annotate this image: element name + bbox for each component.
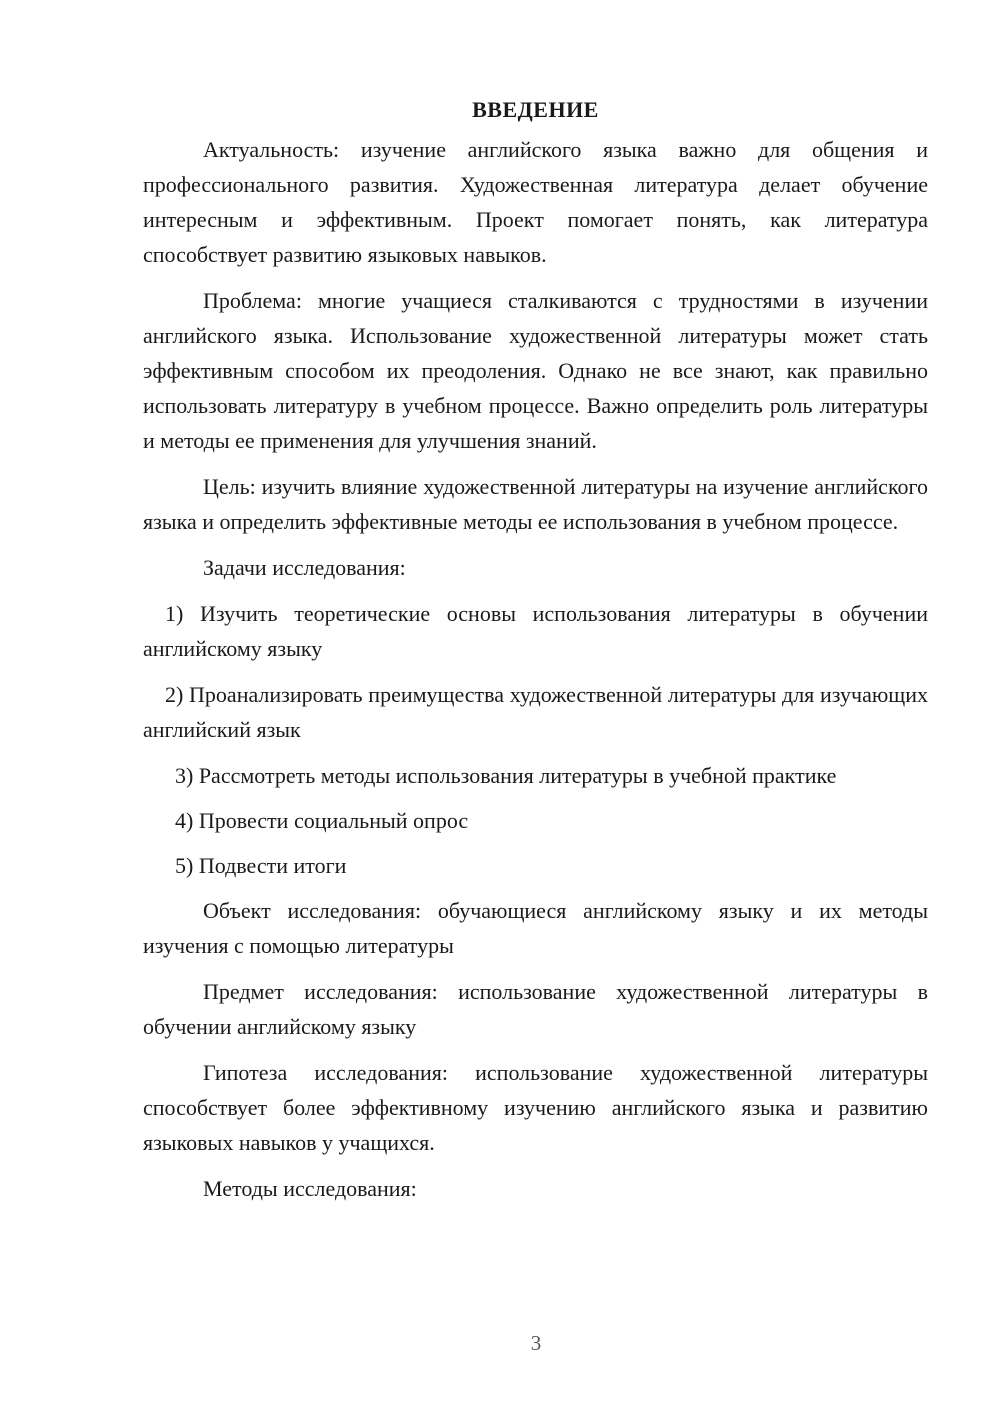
task-item-3: 3) Рассмотреть методы использования литературы в учебной практике (175, 763, 837, 788)
hypothesis-paragraph: Гипотеза исследования: использование художественной литературы способствует более эффективному изучению английского языка и развитию языковых навыков у учащихся. (143, 1060, 928, 1155)
document-page (143, 92, 928, 1217)
task-item-5: 5) Подвести итоги (175, 853, 347, 878)
relevance-paragraph: Актуальность: изучение английского языка важно для общения и профессионального развития. Художественная литература делает обучение интересным и эффективным. Проект помогает понять, как литература способствует развитию языковых навыков. (143, 137, 928, 267)
task-item-4: 4) Провести социальный опрос (175, 808, 469, 833)
object-paragraph: Объект исследования: обучающиеся английскому языку и их методы изучения с помощью литературы (143, 898, 928, 958)
tasks-heading: Задачи исследования: (203, 555, 406, 580)
goal-paragraph: Цель: изучить влияние художественной литературы на изучение английского языка и определить эффективные методы ее использования в учебном процессе. (143, 474, 928, 534)
page-title: ВВЕДЕНИЕ (472, 97, 599, 122)
page-number: 3 (530, 1331, 542, 1355)
task-item-1: 1) Изучить теоретические основы использования литературы в обучении английскому языку (143, 601, 928, 661)
task-item-2: 2) Проанализировать преимущества художественной литературы для изучающих английский язык (143, 682, 928, 742)
methods-heading: Методы исследования: (203, 1176, 417, 1201)
problem-paragraph: Проблема: многие учащиеся сталкиваются с трудностями в изучении английского языка. Использование художественной литературы может стать эффективным способом их преодоления. Однако не все знают, как правильно использовать литературу в учебном процессе. Важно определить роль литературы и методы ее применения для улучшения знаний. (143, 288, 928, 453)
subject-paragraph: Предмет исследования: использование художественной литературы в обучении английскому языку (143, 979, 928, 1039)
